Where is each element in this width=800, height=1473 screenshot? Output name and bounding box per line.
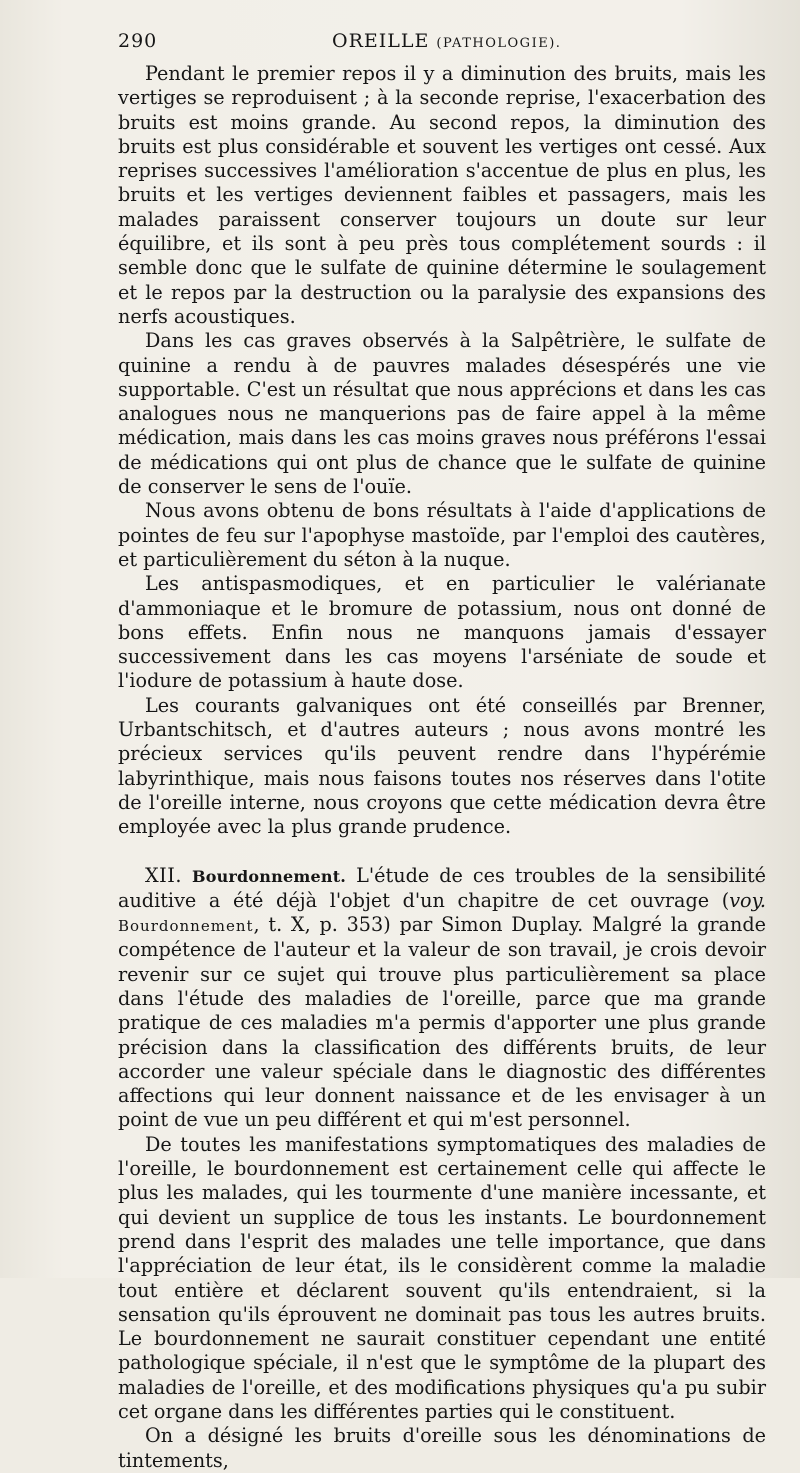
running-title-main: OREILLE xyxy=(332,30,430,52)
running-header xyxy=(118,30,758,60)
section-text-continued: , t. X, p. 353) par Simon Duplay. Malgré la grande compétence de l'auteur et la valeur de son travail, je crois devoir revenir sur ce sujet qui trouve plus particulièrement sa place dans l'étude des maladies de l'oreille, parce que ma grande pratique de ces maladies m'a permis d'apporter une plus grande précision dans la classification des différents bruits, de leur accorder une valeur spéciale dans le diagnostic des différentes affections qui leur donnent naissance et de les envisager à un point de vue un peu différent et qui m'est personnel. xyxy=(118,913,766,1132)
paragraph: Les courants galvaniques ont été conseillés par Brenner, Urbantschitsch, et d'autres auteurs ; nous avons montré les précieux services qu'ils peuvent rendre dans l'hypérémie labyrinthique, mais nous faisons toutes nos réserves dans l'otite de l'oreille interne, nous croyons que cette médication devra être employée avec la plus grande prudence. xyxy=(118,693,766,839)
body-text xyxy=(118,62,766,1473)
paragraph: Dans les cas graves observés à la Salpêtrière, le sulfate de quinine a rendu à de pauvres malades désespérés une vie supportable. C'est un résultat que nous apprécions et dans les cas analogues nous ne manquerions pas de faire appel à la même médication, mais dans les cas moins graves nous préférons l'essai de médications qui ont plus de chance que le sulfate de quinine de conserver le sens de l'ouïe. xyxy=(118,329,766,499)
paragraph: De toutes les manifestations symptomatiques des maladies de l'oreille, le bourdonnement est certainement celle qui affecte le plus les malades, qui les tourmente d'une manière incessante, et qui devient un supplice de tous les instants. Le bourdonnement prend dans l'esprit des malades une telle importance, que dans l'appréciation de leur état, ils le considèrent comme la maladie tout entière et déclarent souvent qu'ils entendraient, si la sensation qu'ils éprouvent ne dominait pas tous les autres bruits. Le bourdonnement ne saurait constituer cependant une entité pathologique spéciale, il n'est que le symptôme de la plupart des maladies de l'oreille, et des modifications physiques qu'a pu subir cet organe dans les différentes parties qui le constituent. xyxy=(118,1132,766,1424)
section-heading: Bourdonnement. xyxy=(191,866,347,886)
running-title-sub: (PATHOLOGIE). xyxy=(436,36,562,51)
section-number: XII. xyxy=(145,863,182,887)
paragraph: Les antispasmodiques, et en particulier le valérianate d'ammoniaque et le bromure de potassium, nous ont donné de bons effets. Enfin nous ne manquons jamais d'essayer successivement dans les cas moyens l'arséniate de soude et l'iodure de potassium à haute dose. xyxy=(118,572,766,693)
paragraph: Pendant le premier repos il y a diminution des bruits, mais les vertiges se reproduisent ; à la seconde reprise, l'exacerbation des bruits est moins grande. Au second repos, la diminution des bruits est plus considérable et souvent les vertiges ont cessé. Aux reprises successives l'amélioration s'accentue de plus en plus, les bruits et les vertiges deviennent faibles et passagers, mais les malades paraissent conserver toujours un doute sur leur équilibre, et ils sont à peu près tous complétement sourds : il semble donc que le sulfate de quinine détermine le soulagement et le repos par la destruction ou la paralysie des expansions des nerfs acoustiques. xyxy=(118,62,766,328)
section-text: L'étude de ces troubles de la sensibilité auditive a été déjà l'objet d'un chapitre de cet ouvrage ( xyxy=(118,863,767,912)
paragraph: Nous avons obtenu de bons résultats à l'aide d'applications de pointes de feu sur l'apophyse mastoïde, par l'emploi des cautères, et particulièrement du séton à la nuque. xyxy=(118,499,766,571)
section-xii-paragraph xyxy=(118,864,766,1133)
page-number: 290 xyxy=(118,30,158,52)
section-gap xyxy=(118,840,766,864)
running-title xyxy=(332,30,561,52)
paragraph: On a désigné les bruits d'oreille sous les dénominations de tintements, xyxy=(118,1424,766,1472)
reference-title: Bourdonnement xyxy=(118,917,254,936)
reference-voy: voy. xyxy=(729,888,766,912)
